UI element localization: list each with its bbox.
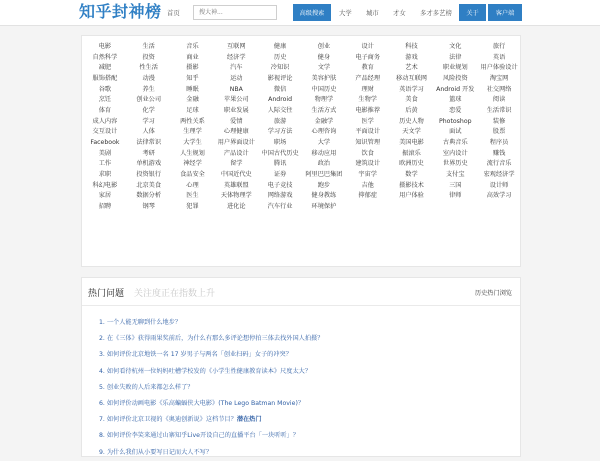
topic-link[interactable]: 社交网络 xyxy=(486,85,512,93)
topic-link[interactable]: 心理健康 xyxy=(223,128,249,136)
topic-link[interactable]: 面试 xyxy=(449,128,462,136)
topic-link[interactable]: 足球 xyxy=(186,106,199,114)
topic-link[interactable]: 建筑设计 xyxy=(355,160,381,168)
hot-question-item[interactable] xyxy=(99,412,323,428)
topic-link[interactable]: 健身教练 xyxy=(311,192,337,200)
topic-link[interactable]: Facebook xyxy=(90,138,120,146)
topic-link[interactable]: 音乐 xyxy=(186,43,199,50)
topic-link[interactable]: 职业发展 xyxy=(223,106,249,114)
topic-link[interactable]: 支付宝 xyxy=(446,170,465,178)
topic-link[interactable]: 腾讯 xyxy=(273,160,287,168)
topic-link[interactable]: 历史人物 xyxy=(399,117,424,125)
topic-link[interactable]: 犯罪 xyxy=(186,202,199,210)
topic-link[interactable]: 古典音乐 xyxy=(442,138,468,146)
topic-link[interactable]: 交互设计 xyxy=(92,128,118,136)
question-number: 5. xyxy=(99,383,105,391)
topic-link[interactable]: 成人内容 xyxy=(92,117,118,125)
topic-link[interactable]: 互联网 xyxy=(227,43,246,50)
topic-link[interactable]: 留学 xyxy=(230,160,243,168)
topic-link[interactable]: 生理学 xyxy=(183,128,202,136)
topic-link[interactable]: 苹果公司 xyxy=(223,96,249,104)
topic-link[interactable]: 数学 xyxy=(405,170,418,178)
topic-link[interactable]: 中国历史 xyxy=(311,85,337,93)
question-number: 9. xyxy=(99,448,105,456)
topic-link[interactable]: 抑郁症 xyxy=(358,192,377,200)
topic-link[interactable]: 减肥 xyxy=(98,64,112,72)
client-button[interactable]: 客户端 xyxy=(488,4,522,21)
topic-link[interactable]: 英雄联盟 xyxy=(223,181,249,189)
topic-link[interactable]: 室内设计 xyxy=(442,149,468,157)
question-link[interactable]: 如何评价北京地铁一名 17 岁男子与两名「创业扫码」女子的冲突？ xyxy=(106,351,292,359)
topic-link[interactable]: 移动应用 xyxy=(311,149,337,157)
hot-question-item[interactable] xyxy=(99,364,323,380)
hot-questions-title: 热门问题 xyxy=(88,289,125,299)
topic-link[interactable]: 中国近代史 xyxy=(220,170,252,178)
topic-link[interactable]: 世界历史 xyxy=(442,160,468,168)
topic-link[interactable]: 食品安全 xyxy=(180,170,205,178)
topic-link[interactable]: 经济学 xyxy=(227,53,246,61)
topic-link[interactable]: 心理咨询 xyxy=(311,128,337,136)
topic-link[interactable]: 游戏 xyxy=(405,53,418,61)
topic-link[interactable]: 汽车 xyxy=(230,64,243,72)
topic-link[interactable]: 健身 xyxy=(317,53,331,61)
topic-link[interactable]: 美剧 xyxy=(98,149,112,157)
hot-question-item[interactable] xyxy=(99,315,323,331)
topic-link[interactable]: 养生 xyxy=(142,85,155,93)
topic-link[interactable]: 爱情 xyxy=(230,117,243,125)
topic-link[interactable]: 服饰搭配 xyxy=(92,74,118,82)
topic-link[interactable]: 律师 xyxy=(449,192,462,200)
question-number: 7. xyxy=(99,416,105,424)
topic-link[interactable]: 烹饪 xyxy=(98,96,112,104)
topic-link[interactable]: 历史 xyxy=(273,53,287,61)
topic-link[interactable]: 科幻电影 xyxy=(92,181,118,189)
topic-link[interactable]: 美食 xyxy=(405,96,418,104)
topic-link[interactable]: 医学 xyxy=(361,117,374,125)
topic-link[interactable]: 篮球 xyxy=(449,96,462,104)
topic-link[interactable]: 理财 xyxy=(361,85,374,93)
topic-link[interactable]: Android 开发 xyxy=(436,85,475,93)
topic-link[interactable]: 吉他 xyxy=(361,181,374,189)
topic-link[interactable]: 文学 xyxy=(317,64,331,72)
topic-link[interactable]: 单机游戏 xyxy=(136,160,162,168)
topic-link[interactable]: 产品设计 xyxy=(223,149,249,157)
nav-link-talented-women[interactable]: 才女 xyxy=(393,9,406,17)
topic-link[interactable]: 政治 xyxy=(317,160,331,168)
topic-link[interactable]: 睡眠 xyxy=(186,85,199,93)
hot-questions-list xyxy=(99,315,323,461)
hot-questions-subtitle: 关注度正在指数上升 xyxy=(134,289,216,299)
topic-link[interactable]: 职业规划 xyxy=(442,64,468,72)
question-link[interactable]: 一个人能无聊到什么地步？ xyxy=(106,319,182,326)
topic-link[interactable]: 艺术 xyxy=(405,64,418,72)
potential-hot-tag[interactable]: 潜在热门 xyxy=(236,416,262,424)
topic-link[interactable]: 三国 xyxy=(449,181,462,189)
topic-link[interactable]: 阅读 xyxy=(492,96,506,104)
topic-link[interactable]: 大学生 xyxy=(183,138,202,146)
topic-link[interactable]: 风险投资 xyxy=(442,74,468,82)
hot-question-item[interactable] xyxy=(99,347,323,363)
topic-link[interactable]: 用户界面设计 xyxy=(217,138,255,146)
nav-link-university[interactable]: 大学 xyxy=(339,9,352,17)
topic-link[interactable]: 淘宝网 xyxy=(489,74,509,82)
topic-link[interactable]: 知识管理 xyxy=(355,138,381,146)
topic-link[interactable]: 旅行 xyxy=(492,43,506,50)
topic-link[interactable]: 宇宙学 xyxy=(358,170,377,178)
topic-link[interactable]: 电子竞技 xyxy=(267,181,293,189)
topic-link[interactable]: 股票 xyxy=(492,128,506,136)
topic-link[interactable]: NBA xyxy=(229,85,243,93)
question-number: 4. xyxy=(99,367,105,375)
topic-link[interactable]: 科技 xyxy=(405,43,418,50)
topic-link[interactable]: 法律常识 xyxy=(136,138,162,146)
search-input[interactable] xyxy=(193,5,277,20)
topics-grid xyxy=(83,42,521,213)
topic-link[interactable]: 电影推荐 xyxy=(355,106,381,114)
topic-link[interactable]: 天文学 xyxy=(402,128,421,136)
question-link[interactable]: 为什么我们从小要写日记而大人不写？ xyxy=(106,448,213,456)
site-logo[interactable]: 知乎封神榜 xyxy=(79,2,162,21)
topic-link[interactable]: 饮食 xyxy=(361,149,374,157)
question-number: 1. xyxy=(99,319,105,326)
topic-link[interactable]: 两性关系 xyxy=(180,117,205,125)
topic-link[interactable]: 环境保护 xyxy=(311,202,337,210)
topic-link[interactable]: 产品经理 xyxy=(355,74,381,82)
topic-link[interactable]: 职场 xyxy=(273,138,287,146)
topic-link[interactable]: 工作 xyxy=(98,160,112,168)
hot-question-item[interactable] xyxy=(99,428,323,444)
topic-link[interactable]: 装修 xyxy=(492,117,506,125)
topic-link[interactable]: 自然科学 xyxy=(92,53,118,61)
topic-link[interactable]: 平面设计 xyxy=(355,128,381,136)
topic-link[interactable]: 人生规划 xyxy=(180,149,205,157)
topic-link[interactable]: 考研 xyxy=(142,149,155,157)
topic-link[interactable]: 影视评论 xyxy=(267,74,293,82)
topic-link[interactable]: 移动互联网 xyxy=(396,74,427,82)
advanced-search-button[interactable]: 高级搜索 xyxy=(293,4,331,21)
topic-link[interactable]: 商业 xyxy=(186,53,199,61)
about-button[interactable]: 关于 xyxy=(459,4,486,21)
topic-link[interactable]: 网络游戏 xyxy=(267,192,293,200)
topic-link[interactable]: 创业 xyxy=(317,43,331,50)
topic-link[interactable]: 英语学习 xyxy=(399,85,424,93)
topic-link[interactable]: 后黄 xyxy=(405,106,418,114)
question-link[interactable]: 如何评价北京卫视的《奥迪创新说》这档节目？ xyxy=(106,416,237,424)
top-header xyxy=(0,0,600,26)
topic-link[interactable]: 汽车行业 xyxy=(267,202,293,210)
hot-question-item[interactable] xyxy=(99,380,323,396)
hot-questions-header xyxy=(82,278,520,306)
topic-link[interactable]: 招聘 xyxy=(98,202,112,210)
topic-link[interactable]: 电子商务 xyxy=(355,53,381,61)
topic-link[interactable]: 用户体验 xyxy=(399,192,424,200)
topic-link[interactable]: 美国电影 xyxy=(399,138,424,146)
question-link[interactable]: 如何评价动画电影《乐高蝙蝠侠大电影》(The Lego Batman Movie)？ xyxy=(106,399,305,407)
topic-link[interactable]: 欧洲历史 xyxy=(399,160,424,168)
topic-link[interactable]: 生活 xyxy=(142,43,155,50)
topic-link[interactable]: 生物学 xyxy=(358,96,377,104)
question-link[interactable]: 如何看待杭州一位妈妈吐槽学校发的《小学生性健康教育读本》尺度太大？ xyxy=(106,367,312,375)
hot-questions-panel xyxy=(81,277,521,457)
topic-link[interactable]: 天体物理学 xyxy=(220,192,252,200)
topic-link[interactable]: 化学 xyxy=(142,106,155,114)
topic-link[interactable]: 学习 xyxy=(142,117,155,125)
question-link[interactable]: 如何评价李笑来通过山寨知乎Live开设自己的直播平台「一块听听」？ xyxy=(106,432,299,440)
question-number: 3. xyxy=(99,351,105,359)
topic-link[interactable]: 宏观经济学 xyxy=(483,170,515,178)
topic-link[interactable]: Photoshop xyxy=(439,117,472,125)
topic-link[interactable]: 求职 xyxy=(98,170,112,178)
topic-link[interactable]: 跑步 xyxy=(317,181,331,189)
topic-link[interactable]: 流行音乐 xyxy=(486,160,512,168)
topic-link[interactable]: 医生 xyxy=(186,192,199,200)
topic-link[interactable]: 北京美食 xyxy=(136,181,162,189)
topic-link[interactable]: 中国古代历史 xyxy=(261,149,299,157)
topic-link[interactable]: 冷知识 xyxy=(270,64,290,72)
hot-question-item[interactable] xyxy=(99,445,323,461)
topic-link[interactable]: 美容护肤 xyxy=(311,74,337,82)
topic-link[interactable]: Android xyxy=(268,96,293,104)
topic-link[interactable]: 法律 xyxy=(449,53,462,61)
topic-link[interactable]: 性生活 xyxy=(139,64,158,72)
topic-link[interactable]: 教育 xyxy=(361,64,374,72)
topic-link[interactable]: 体育 xyxy=(98,106,112,114)
question-link[interactable]: 在《三体》获得雨果奖前后，为什么有那么多评论想停拍三体去找外国人拍摄？ xyxy=(106,335,324,343)
topic-link[interactable]: 人际交往 xyxy=(267,106,293,114)
topic-link[interactable]: 赚钱 xyxy=(492,149,506,157)
topic-link[interactable]: 微信 xyxy=(273,85,287,93)
topic-link[interactable]: 投资银行 xyxy=(136,170,162,178)
topic-link[interactable]: 摄影技术 xyxy=(399,181,424,189)
topic-link[interactable]: 旅游 xyxy=(273,117,287,125)
topic-link[interactable]: 设计 xyxy=(361,43,374,50)
topic-link[interactable]: 投资 xyxy=(142,53,155,61)
topic-link[interactable]: 生活方式 xyxy=(311,106,337,114)
topic-link[interactable]: 人体 xyxy=(142,128,155,136)
topic-link[interactable]: 金融 xyxy=(186,96,199,104)
nav-home-link[interactable]: 首页 xyxy=(167,9,180,17)
hot-question-item[interactable] xyxy=(99,396,323,412)
topic-link[interactable]: 物理学 xyxy=(314,96,334,104)
topic-link[interactable]: 电影 xyxy=(98,43,112,50)
topic-link[interactable]: 动漫 xyxy=(142,74,155,82)
topic-link[interactable]: 设计师 xyxy=(489,181,509,189)
topic-link[interactable]: 进化论 xyxy=(227,202,246,210)
nav-link-multitalent[interactable]: 多才多艺榜 xyxy=(420,9,452,17)
topic-link[interactable]: 金融学 xyxy=(314,117,334,125)
topic-link[interactable]: 心理 xyxy=(186,181,199,189)
topic-link[interactable]: 创业公司 xyxy=(136,96,162,104)
topic-link[interactable]: 生活常识 xyxy=(486,106,512,114)
topic-link[interactable]: 英语 xyxy=(492,53,506,61)
topic-link[interactable]: 健康 xyxy=(273,43,287,50)
hot-question-item[interactable] xyxy=(99,331,323,347)
topic-link[interactable]: 家居 xyxy=(98,192,112,200)
topic-link[interactable]: 程序员 xyxy=(489,138,509,146)
question-number: 8. xyxy=(99,432,105,440)
topic-link[interactable]: 高效学习 xyxy=(486,192,512,200)
topic-link[interactable]: 用户体验设计 xyxy=(480,64,518,72)
topics-panel xyxy=(81,35,521,267)
topic-link[interactable]: 运动 xyxy=(230,74,243,82)
topic-link[interactable]: 阿里巴巴集团 xyxy=(305,170,343,178)
topic-link[interactable]: 证券 xyxy=(273,170,287,178)
topic-link[interactable]: 钢琴 xyxy=(142,202,155,210)
topic-link[interactable]: 谷歌 xyxy=(98,85,112,93)
topic-link[interactable]: 恋爱 xyxy=(449,106,462,114)
topic-link[interactable]: 学习方法 xyxy=(267,128,293,136)
topic-link[interactable]: 数据分析 xyxy=(136,192,162,200)
topic-link[interactable]: 文化 xyxy=(449,43,462,50)
topic-link[interactable]: 神经学 xyxy=(183,160,202,168)
topic-link[interactable]: 振滚乐 xyxy=(402,149,421,157)
topic-link[interactable]: 知乎 xyxy=(186,74,199,82)
question-number: 6. xyxy=(99,399,105,407)
nav-link-city[interactable]: 城市 xyxy=(366,9,379,17)
question-link[interactable]: 创业失败的人后来都怎么样了？ xyxy=(106,383,194,391)
question-number: 2. xyxy=(99,335,105,343)
history-hot-link[interactable]: 历史热门浏览 xyxy=(474,290,512,297)
topic-link[interactable]: 大学 xyxy=(317,138,331,146)
topic-link[interactable]: 摄影 xyxy=(186,64,199,72)
